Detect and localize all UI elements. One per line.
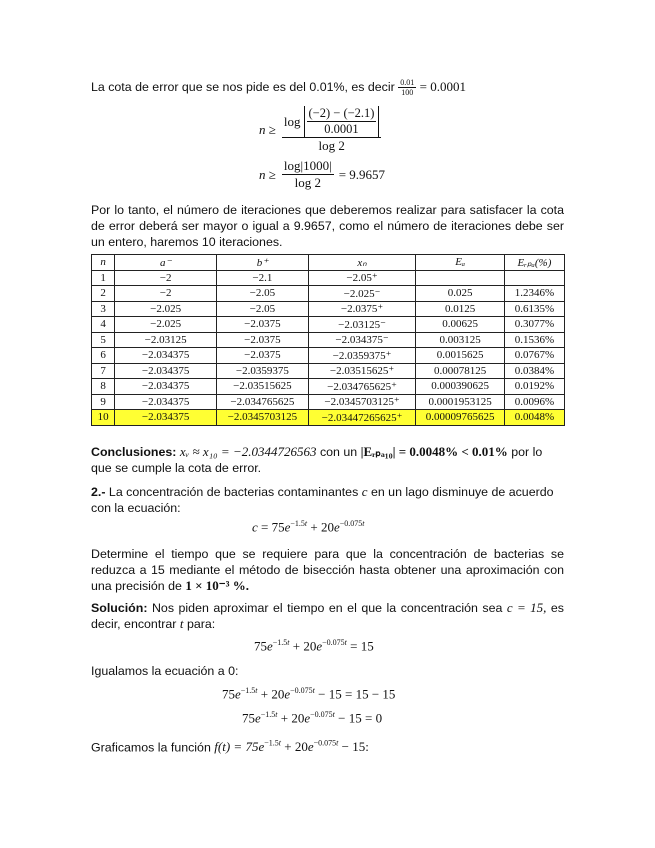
cell-n: 8 [92, 379, 115, 395]
cell-erpa [504, 270, 564, 286]
cell-ea: 0.0015625 [416, 348, 504, 364]
cell-n: 4 [92, 317, 115, 333]
cell-x: −2.034765625⁺ [308, 379, 416, 395]
header-ea: Eₐ [416, 255, 504, 271]
intro-result: = 0.0001 [419, 78, 467, 94]
problem-2: 2.- La concentración de bacterias contaminantes c en un lago disminuye de acuerdo con la ecuación: [91, 484, 554, 515]
cell-ea: 0.00625 [416, 317, 504, 333]
formula-log-ratio [259, 106, 381, 154]
cell-n: 10 [92, 410, 115, 426]
cell-a: −2 [115, 270, 217, 286]
cell-n: 5 [92, 332, 115, 348]
cell-x: −2.0345703125⁺ [308, 394, 416, 410]
table-row [92, 301, 565, 317]
header-x: xₙ [308, 255, 416, 271]
determine-paragraph: Determine el tiempo que se requiere para que la concentración de bacterias se reduzca a 15 mediante el método de bisección hasta obtener una aproximación con una precisión de 1 × 10⁻³ %. [91, 547, 564, 593]
cell-b: −2.1 [217, 270, 309, 286]
header-erpa: Eᵣₚₐ(%) [504, 255, 564, 271]
cell-n: 7 [92, 363, 115, 379]
cell-n: 6 [92, 348, 115, 364]
table-row [92, 270, 565, 286]
cell-x: −2.03447265625⁺ [308, 410, 416, 426]
cell-erpa: 0.0048% [504, 410, 564, 426]
cell-b: −2.05 [217, 286, 309, 302]
table-row [92, 286, 565, 302]
conclusion: Conclusiones: xᵥ ≈ x₁₀ = −2.0344726563 con un |Eᵣₚₐ₁₀| = 0.0048% < 0.01% por lo que se cumple la cota de error. [91, 444, 543, 475]
conclusion-error: |Eᵣₚₐ₁₀| = 0.0048% < 0.01% [360, 444, 508, 459]
cell-a: −2.034375 [115, 394, 217, 410]
cell-b: −2.0345703125 [217, 410, 309, 426]
cell-a: −2.034375 [115, 379, 217, 395]
cell-ea [416, 270, 504, 286]
cell-x: −2.03515625⁺ [308, 363, 416, 379]
solution-label: Solución: [91, 601, 148, 615]
table-row [92, 394, 565, 410]
cell-ea: 0.0001953125 [416, 394, 504, 410]
cell-a: −2.034375 [115, 410, 217, 426]
cell-b: −2.03515625 [217, 379, 309, 395]
solution: Solución: Nos piden aproximar el tiempo en el que la concentración sea c = 15, es decir, encontrar t para: [91, 600, 564, 631]
cell-a: −2 [115, 286, 217, 302]
table-row [92, 363, 565, 379]
cell-erpa: 0.0384% [504, 363, 564, 379]
cell-b: −2.0359375 [217, 363, 309, 379]
table-row [92, 379, 565, 395]
table-row [92, 348, 565, 364]
cell-x: −2.034375⁻ [308, 332, 416, 348]
concentration-equation: $c = 75e^{-1.5t} + 20e^{-0.075t}$ [252, 519, 365, 535]
table-header-row [92, 255, 565, 271]
cell-erpa: 0.6135% [504, 301, 564, 317]
equal-zero-label: Igualamos la ecuación a 0: [91, 664, 239, 678]
cell-x: −2.05⁺ [308, 270, 416, 286]
intro-line [91, 78, 466, 97]
formula-log-1000: n ≥ $\frac{\log|1000|}{\log 2}$ = 9.9657 [259, 158, 386, 190]
cell-ea: 0.0125 [416, 301, 504, 317]
cell-b: −2.034765625 [217, 394, 309, 410]
cell-ea: 0.000390625 [416, 379, 504, 395]
header-b: b⁺ [217, 255, 309, 271]
table-row [92, 332, 565, 348]
cell-erpa: 0.0096% [504, 394, 564, 410]
cell-x: −2.03125⁻ [308, 317, 416, 333]
graph-line: Graficamos la función $f(t) = 75e^{-1.5t} + 20e^{-0.075t} - 15$: [91, 739, 369, 755]
cell-x: −2.025⁻ [308, 286, 416, 302]
cell-a: −2.025 [115, 301, 217, 317]
cell-n: 2 [92, 286, 115, 302]
equation-zero-1: $75e^{-1.5t} + 20e^{-0.075t} - 15 = 15 - 15$ [222, 686, 396, 702]
bisection-table [91, 254, 565, 426]
table-row [92, 317, 565, 333]
intro-text: La cota de error que se nos pide es del 0.01%, es decir [91, 79, 395, 94]
cell-ea: 0.003125 [416, 332, 504, 348]
cell-ea: 0.025 [416, 286, 504, 302]
cell-erpa: 0.1536% [504, 332, 564, 348]
cell-n: 9 [92, 394, 115, 410]
cell-b: −2.05 [217, 301, 309, 317]
iterations-paragraph: Por lo tanto, el número de iteraciones que deberemos realizar para satisfacer la cota de error deberá ser mayor o igual a 9.9657, como el número de iteraciones debe ser un entero, haremos 10 iteraciones. [91, 203, 564, 249]
table-row [92, 410, 565, 426]
conclusion-math: xᵥ ≈ x₁₀ = −2.0344726563 [179, 444, 317, 459]
cell-erpa: 1.2346% [504, 286, 564, 302]
cell-erpa: 0.0767% [504, 348, 564, 364]
intro-fraction: $\frac{0.01}{100}$ [400, 78, 415, 97]
conclusion-label: Conclusiones: [91, 445, 177, 459]
problem-number: 2.- [91, 485, 106, 499]
cell-erpa: 0.3077% [504, 317, 564, 333]
cell-ea: 0.00009765625 [416, 410, 504, 426]
cell-x: −2.0359375⁺ [308, 348, 416, 364]
cell-b: −2.0375 [217, 332, 309, 348]
cell-a: −2.025 [115, 317, 217, 333]
formula1-fraction: log $\frac{(-2) - (-2.1)}{0.0001}$ log 2 [282, 106, 382, 154]
cell-n: 3 [92, 301, 115, 317]
equation-zero-2: $75e^{-1.5t} + 20e^{-0.075t} - 15 = 0$ [242, 710, 383, 726]
precision-value: 1 × 10⁻³ %. [185, 578, 250, 593]
cell-a: −2.034375 [115, 348, 217, 364]
cell-x: −2.0375⁺ [308, 301, 416, 317]
header-n: n [92, 255, 115, 271]
cell-a: −2.03125 [115, 332, 217, 348]
cell-b: −2.0375 [217, 317, 309, 333]
cell-b: −2.0375 [217, 348, 309, 364]
equation-equals-15: $75e^{-1.5t} + 20e^{-0.075t} = 15$ [254, 638, 374, 654]
header-a: a⁻ [115, 255, 217, 271]
cell-n: 1 [92, 270, 115, 286]
formula1-lhs: n ≥ [259, 122, 276, 137]
cell-erpa: 0.0192% [504, 379, 564, 395]
cell-ea: 0.00078125 [416, 363, 504, 379]
cell-a: −2.034375 [115, 363, 217, 379]
